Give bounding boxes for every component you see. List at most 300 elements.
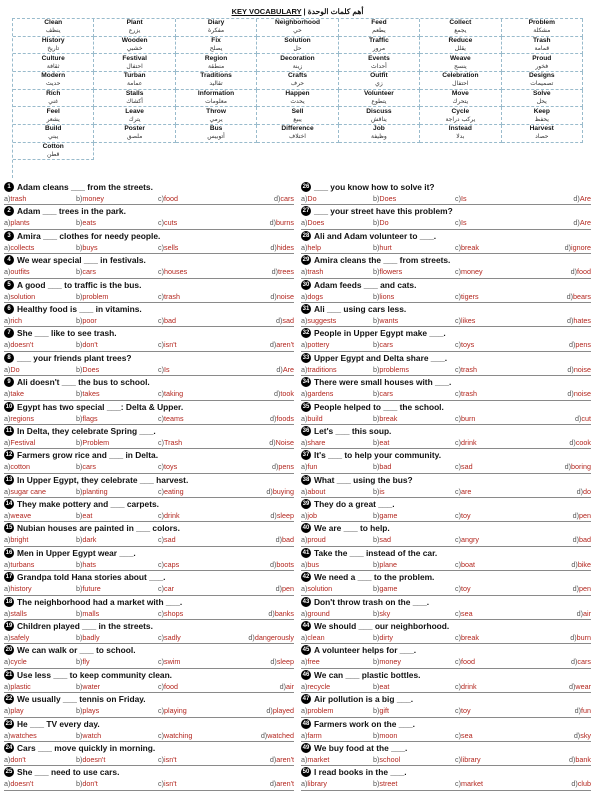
answer-option[interactable] [4,339,76,350]
question-text: In Delta, they celebrate Spring ___. [17,425,156,436]
question-stem [301,327,591,339]
answer-option[interactable] [4,656,76,667]
answer-option[interactable] [76,778,158,789]
answer-option[interactable] [373,388,455,399]
option-letter: c) [455,584,461,594]
answer-option[interactable] [455,315,537,326]
option-letter: b) [76,559,83,569]
answer-option[interactable] [455,632,537,643]
answer-option[interactable] [76,291,158,302]
answer-option[interactable] [76,510,158,521]
answer-option[interactable] [373,632,455,643]
answer-option[interactable] [76,583,158,594]
answer-option[interactable] [4,315,76,326]
answer-option[interactable] [240,608,294,619]
option-letter: d) [571,559,578,569]
question-stem [4,230,294,242]
answer-option[interactable] [373,364,455,375]
answer-option[interactable] [455,656,537,667]
answer-option[interactable] [4,242,76,253]
question-number-badge: 46 [302,671,310,678]
answer-option[interactable] [537,559,591,570]
answer-option[interactable] [455,413,537,424]
question-number-badge: 31 [302,305,310,312]
answer-option[interactable] [76,656,158,667]
answer-option[interactable] [537,315,591,326]
answer-option[interactable] [76,315,158,326]
option-text: bad [579,535,591,545]
answer-option[interactable] [373,217,455,228]
answer-option[interactable] [301,510,373,521]
answer-option[interactable] [537,486,591,497]
answer-option[interactable] [4,754,76,765]
answer-option[interactable] [76,339,158,350]
answer-option[interactable] [373,413,455,424]
vocab-cell [94,72,175,90]
option-letter: d) [269,218,277,228]
vocab-word-arabic: أتوبيس [207,133,225,141]
answer-option[interactable] [455,510,537,521]
answer-option[interactable] [455,754,537,765]
answer-option[interactable] [455,583,537,594]
answer-option[interactable] [537,437,591,448]
answer-option[interactable] [76,364,158,375]
vocab-word-arabic: يحل [536,97,547,105]
answer-option[interactable] [76,559,158,570]
answer-option[interactable] [158,437,240,448]
answer-option[interactable] [455,242,537,253]
answer-option[interactable] [240,583,294,594]
answer-option[interactable] [373,778,455,789]
answer-option[interactable] [301,608,373,619]
answer-option[interactable] [76,681,158,692]
option-text: air [286,681,294,691]
answer-option[interactable] [76,486,158,497]
option-letter: b) [76,364,83,374]
vocab-word-english: Discuss [366,107,392,115]
answer-option[interactable] [158,778,240,789]
option-text: wear [575,681,591,691]
vocab-cell [176,19,257,37]
answer-option[interactable] [158,291,240,302]
option-text: food [164,194,178,203]
answer-option[interactable] [301,754,373,765]
answer-option[interactable] [158,681,240,692]
option-text: Trash [164,437,183,447]
answer-option[interactable] [76,437,158,448]
question-number-badge: 11 [5,427,13,434]
answer-option[interactable] [158,339,240,350]
answer-option[interactable] [4,510,76,521]
option-letter: c) [455,511,461,521]
answer-option[interactable] [76,608,158,619]
answer-option[interactable] [301,217,373,228]
answer-option[interactable] [455,217,537,228]
answer-option[interactable] [537,778,591,789]
answer-option[interactable] [158,242,240,253]
answer-option[interactable] [537,339,591,350]
vocab-cell [420,72,501,90]
answer-option[interactable] [537,705,591,716]
answer-option[interactable] [158,705,240,716]
answer-option[interactable] [455,534,537,545]
answer-option[interactable] [373,486,455,497]
answer-option[interactable] [240,778,294,789]
answer-option[interactable] [537,510,591,521]
answer-option[interactable] [373,754,455,765]
answer-option[interactable] [537,583,591,594]
answer-option[interactable] [4,730,76,741]
answer-option[interactable] [4,486,76,497]
vocab-word-arabic: تاريخ [47,44,60,52]
answer-option[interactable] [301,388,373,399]
answer-option[interactable] [158,315,240,326]
option-letter: a) [301,559,308,569]
answer-option[interactable] [455,705,537,716]
question-stem [4,620,294,632]
answer-option[interactable] [4,217,76,228]
answer-option[interactable] [373,266,455,277]
question-text: People in Upper Egypt make ___. [314,328,446,339]
option-letter: c) [158,706,164,716]
answer-option[interactable] [76,388,158,399]
answer-option[interactable] [158,510,240,521]
answer-option[interactable] [240,632,294,643]
answer-option[interactable] [240,559,294,570]
question-number-badge: 7 [4,328,14,338]
answer-options [301,656,591,667]
option-letter: a) [4,242,11,252]
vocab-word-english: Move [451,89,469,97]
option-letter: c) [455,681,461,691]
answer-option[interactable] [240,266,294,277]
answer-option[interactable] [537,413,591,424]
answer-option[interactable] [373,510,455,521]
answer-options [4,705,294,716]
answer-option[interactable] [76,754,158,765]
question-number-badge: 8 [4,353,14,363]
answer-option[interactable] [76,242,158,253]
option-text: Problem [82,437,110,447]
answer-option[interactable] [537,193,591,204]
answer-option[interactable] [455,266,537,277]
answer-option[interactable] [158,388,240,399]
answer-option[interactable] [158,559,240,570]
option-letter: b) [76,608,83,618]
answer-option[interactable] [373,193,455,204]
answer-option[interactable] [240,437,294,448]
answer-option[interactable] [373,559,455,570]
vocab-cell [94,37,175,55]
option-letter: b) [76,340,83,350]
option-text: clean [307,633,325,643]
option-text: doesn't [10,340,34,350]
option-letter: b) [76,754,83,764]
answer-option[interactable] [76,217,158,228]
answer-option[interactable] [373,339,455,350]
answer-option[interactable] [455,291,537,302]
option-text: toys [461,340,475,350]
answer-option[interactable] [301,778,373,789]
answer-option[interactable] [240,193,294,204]
question-text: Adam ___ trees in the park. [17,206,126,217]
answer-option[interactable] [158,656,240,667]
answer-option[interactable] [537,217,591,228]
question-item [4,303,294,327]
answer-option[interactable] [301,266,373,277]
answer-option[interactable] [373,315,455,326]
answer-option[interactable] [373,461,455,472]
answer-option[interactable] [301,291,373,302]
answer-option[interactable] [537,754,591,765]
option-text: burns [276,218,294,228]
answer-option[interactable] [301,632,373,643]
answer-option[interactable] [158,730,240,741]
vocab-word-english: Happen [285,89,310,97]
answer-option[interactable] [455,486,537,497]
answer-option[interactable] [373,437,455,448]
answer-option[interactable] [373,730,455,741]
answer-option[interactable] [373,608,455,619]
answer-option[interactable] [455,559,537,570]
answer-option[interactable] [373,705,455,716]
answer-option[interactable] [455,437,537,448]
option-letter: d) [570,267,577,277]
answer-option[interactable] [537,681,591,692]
answer-option[interactable] [301,730,373,741]
answer-option[interactable] [537,632,591,643]
question-text: They make pottery and ___ carpets. [17,499,159,510]
question-stem [4,571,294,583]
answer-option[interactable] [455,193,537,204]
answer-option[interactable] [537,534,591,545]
option-letter: a) [4,779,11,789]
option-text: moon [379,730,398,740]
vocab-word-arabic: مرور [372,44,386,52]
vocab-word-arabic: حديث [46,80,61,88]
questions-right-column [301,181,591,791]
answer-option[interactable] [240,510,294,521]
option-letter: b) [373,559,380,569]
option-text: bright [10,535,29,545]
answer-option[interactable] [240,486,294,497]
question-stem [301,571,591,583]
answer-option[interactable] [158,608,240,619]
answer-option[interactable] [76,632,158,643]
answer-option[interactable] [158,486,240,497]
answer-option[interactable] [158,217,240,228]
vocab-cell [420,54,501,72]
option-letter: d) [248,633,255,643]
option-letter: a) [301,340,308,350]
answer-option[interactable] [537,608,591,619]
option-text: boat [461,559,475,569]
answer-option[interactable] [240,705,294,716]
option-text: take [10,389,24,399]
answer-option[interactable] [373,242,455,253]
answer-option[interactable] [4,583,76,594]
answer-option[interactable] [301,583,373,594]
question-number-badge: 49 [302,744,310,751]
option-letter: b) [373,340,380,350]
option-text: street [379,779,398,789]
answer-option[interactable] [158,413,240,424]
answer-option[interactable] [455,681,537,692]
answer-option[interactable] [373,534,455,545]
option-letter: b) [373,608,380,618]
answer-option[interactable] [301,705,373,716]
answer-option[interactable] [76,413,158,424]
vocab-word-arabic: قطن [47,150,60,158]
answer-option[interactable] [4,632,76,643]
answer-option[interactable] [537,364,591,375]
answer-options [301,437,591,448]
question-item [301,205,591,229]
option-text: sadly [164,633,181,643]
answer-option[interactable] [240,534,294,545]
answer-option[interactable] [76,705,158,716]
answer-option[interactable] [4,559,76,570]
answer-option[interactable] [158,193,240,204]
answer-option[interactable] [240,291,294,302]
answer-option[interactable] [4,291,76,302]
option-text: burn [576,633,591,643]
answer-option[interactable] [301,656,373,667]
answer-options [301,510,591,521]
option-letter: a) [4,754,11,764]
key-vocabulary-section [12,6,583,178]
option-letter: a) [4,608,11,618]
answer-option[interactable] [455,461,537,472]
answer-option[interactable] [158,266,240,277]
answer-option[interactable] [158,632,240,643]
answer-option[interactable] [4,364,76,375]
answer-option[interactable] [537,388,591,399]
answer-option[interactable] [4,388,76,399]
question-text: She ___ need to use cars. [17,767,120,778]
answer-option[interactable] [537,461,591,472]
answer-option[interactable] [455,778,537,789]
answer-option[interactable] [240,217,294,228]
answer-option[interactable] [537,291,591,302]
vocab-word-english: Volunteer [363,89,394,97]
answer-option[interactable] [455,339,537,350]
option-text: bad [164,315,176,325]
answer-option[interactable] [158,534,240,545]
option-letter: d) [274,194,281,203]
answer-option[interactable] [373,656,455,667]
answer-option[interactable] [4,705,76,716]
option-letter: c) [455,559,461,569]
answer-option[interactable] [537,730,591,741]
answer-option[interactable] [301,242,373,253]
answer-option[interactable] [4,534,76,545]
answer-option[interactable] [537,656,591,667]
option-letter: b) [373,706,380,716]
answer-option[interactable] [455,364,537,375]
answer-option[interactable] [455,388,537,399]
answer-option[interactable] [240,315,294,326]
answer-option[interactable] [4,193,76,204]
answer-option[interactable] [240,388,294,399]
answer-option[interactable] [373,583,455,594]
vocab-word-arabic: تقاليد [209,80,223,88]
answer-option[interactable] [4,608,76,619]
answer-option[interactable] [455,730,537,741]
answer-option[interactable] [301,461,373,472]
answer-option[interactable] [301,534,373,545]
answer-option[interactable] [301,193,373,204]
answer-option[interactable] [301,437,373,448]
answer-option[interactable] [240,681,294,692]
answer-option[interactable] [455,608,537,619]
answer-option[interactable] [4,681,76,692]
answer-option[interactable] [301,315,373,326]
answer-option[interactable] [537,242,591,253]
answer-option[interactable] [4,437,76,448]
answer-option[interactable] [240,413,294,424]
question-text: ___ your friends plant trees? [17,352,132,363]
answer-option[interactable] [158,754,240,765]
answer-options [4,461,294,472]
answer-option[interactable] [301,559,373,570]
answer-option[interactable] [373,681,455,692]
option-letter: d) [573,730,581,740]
answer-option[interactable] [240,730,294,741]
answer-option[interactable] [373,291,455,302]
question-number-badge: 39 [302,501,310,508]
option-letter: b) [76,535,83,545]
option-text: sleep [276,657,294,667]
answer-option[interactable] [301,364,373,375]
option-text: fly [82,657,90,667]
option-text: market [461,779,483,789]
answer-option[interactable] [76,266,158,277]
answer-option[interactable] [4,778,76,789]
answer-option[interactable] [240,339,294,350]
answer-option[interactable] [4,266,76,277]
answer-option[interactable] [240,754,294,765]
answer-option[interactable] [76,461,158,472]
answer-option[interactable] [301,486,373,497]
option-letter: d) [275,535,282,545]
question-item [301,522,591,546]
answer-option[interactable] [158,461,240,472]
option-letter: c) [158,389,164,399]
answer-option[interactable] [76,193,158,204]
answer-option[interactable] [4,461,76,472]
vocab-cell [94,54,175,72]
answer-option[interactable] [4,413,76,424]
answer-option[interactable] [240,656,294,667]
answer-option[interactable] [76,534,158,545]
answer-option[interactable] [240,461,294,472]
answer-option[interactable] [301,681,373,692]
answer-option[interactable] [240,242,294,253]
answer-option[interactable] [537,266,591,277]
answer-option[interactable] [301,339,373,350]
option-text: regions [10,413,34,423]
answer-option[interactable] [240,364,294,375]
answer-option[interactable] [76,730,158,741]
option-text: watch [82,730,102,740]
vocab-word-arabic: فخور [535,62,549,70]
answer-option[interactable] [301,413,373,424]
answer-option[interactable] [158,583,240,594]
question-stem [301,547,591,559]
answer-option[interactable] [158,364,240,375]
question-item [4,449,294,473]
